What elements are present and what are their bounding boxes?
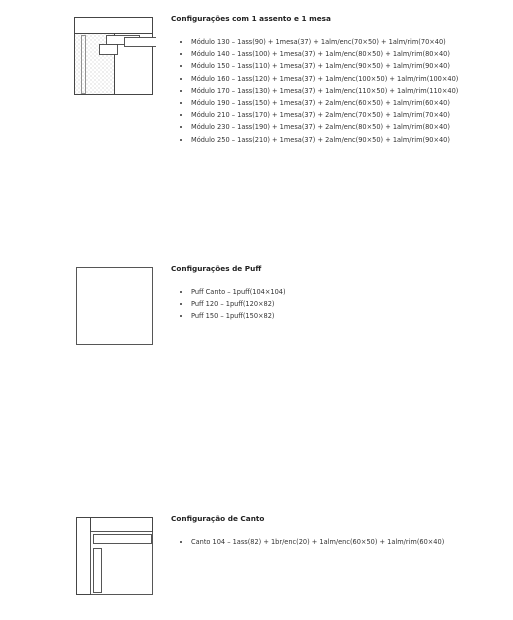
list-item: • Módulo 170 – 1ass(130) + 1mesa(37) + 1alm/enc(110×50) + 1alm/rim(110×40) xyxy=(191,85,506,97)
list-item: • Módulo 230 – 1ass(190) + 1mesa(37) + 2alm/enc(80×50) + 1alm/rim(80×40) xyxy=(191,121,506,133)
section-title: Configuração de Canto xyxy=(171,514,265,523)
list-item: • Módulo 160 – 1ass(120) + 1mesa(37) + 1alm/enc(100×50) + 1alm/rim(100×40) xyxy=(191,73,506,85)
list-item: • Puff 120 – 1puff(120×82) xyxy=(191,298,506,310)
section-text xyxy=(171,14,506,146)
config-list xyxy=(171,536,506,548)
module-diagram xyxy=(70,15,156,97)
section-text xyxy=(171,264,506,323)
puff-diagram xyxy=(70,265,156,347)
list-item: • Módulo 250 – 1ass(210) + 1mesa(37) + 2alm/enc(90×50) + 1alm/rim(90×40) xyxy=(191,134,506,146)
list-item: • Puff Canto – 1puff(104×104) xyxy=(191,286,506,298)
list-item: • Módulo 150 – 1ass(110) + 1mesa(37) + 1alm/enc(90×50) + 1alm/rim(90×40) xyxy=(191,60,506,72)
section-text xyxy=(171,514,506,548)
config-list xyxy=(171,36,506,146)
list-item: • Módulo 190 – 1ass(150) + 1mesa(37) + 2alm/enc(60×50) + 1alm/rim(60×40) xyxy=(191,97,506,109)
corner-diagram xyxy=(70,515,156,597)
list-item: • Módulo 210 – 1ass(170) + 1mesa(37) + 2alm/enc(70×50) + 1alm/rim(70×40) xyxy=(191,109,506,121)
list-item: • Puff 150 – 1puff(150×82) xyxy=(191,310,506,322)
list-item: • Módulo 140 – 1ass(100) + 1mesa(37) + 1alm/enc(80×50) + 1alm/rim(80×40) xyxy=(191,48,506,60)
list-item: • Módulo 130 – 1ass(90) + 1mesa(37) + 1alm/enc(70×50) + 1alm/rim(70×40) xyxy=(191,36,506,48)
section-title: Configurações de Puff xyxy=(171,264,262,273)
section-title: Configurações com 1 assento e 1 mesa xyxy=(171,14,331,23)
config-list xyxy=(171,286,506,323)
list-item: • Canto 104 – 1ass(82) + 1br/enc(20) + 1alm/enc(60×50) + 1alm/rim(60×40) xyxy=(191,536,506,548)
